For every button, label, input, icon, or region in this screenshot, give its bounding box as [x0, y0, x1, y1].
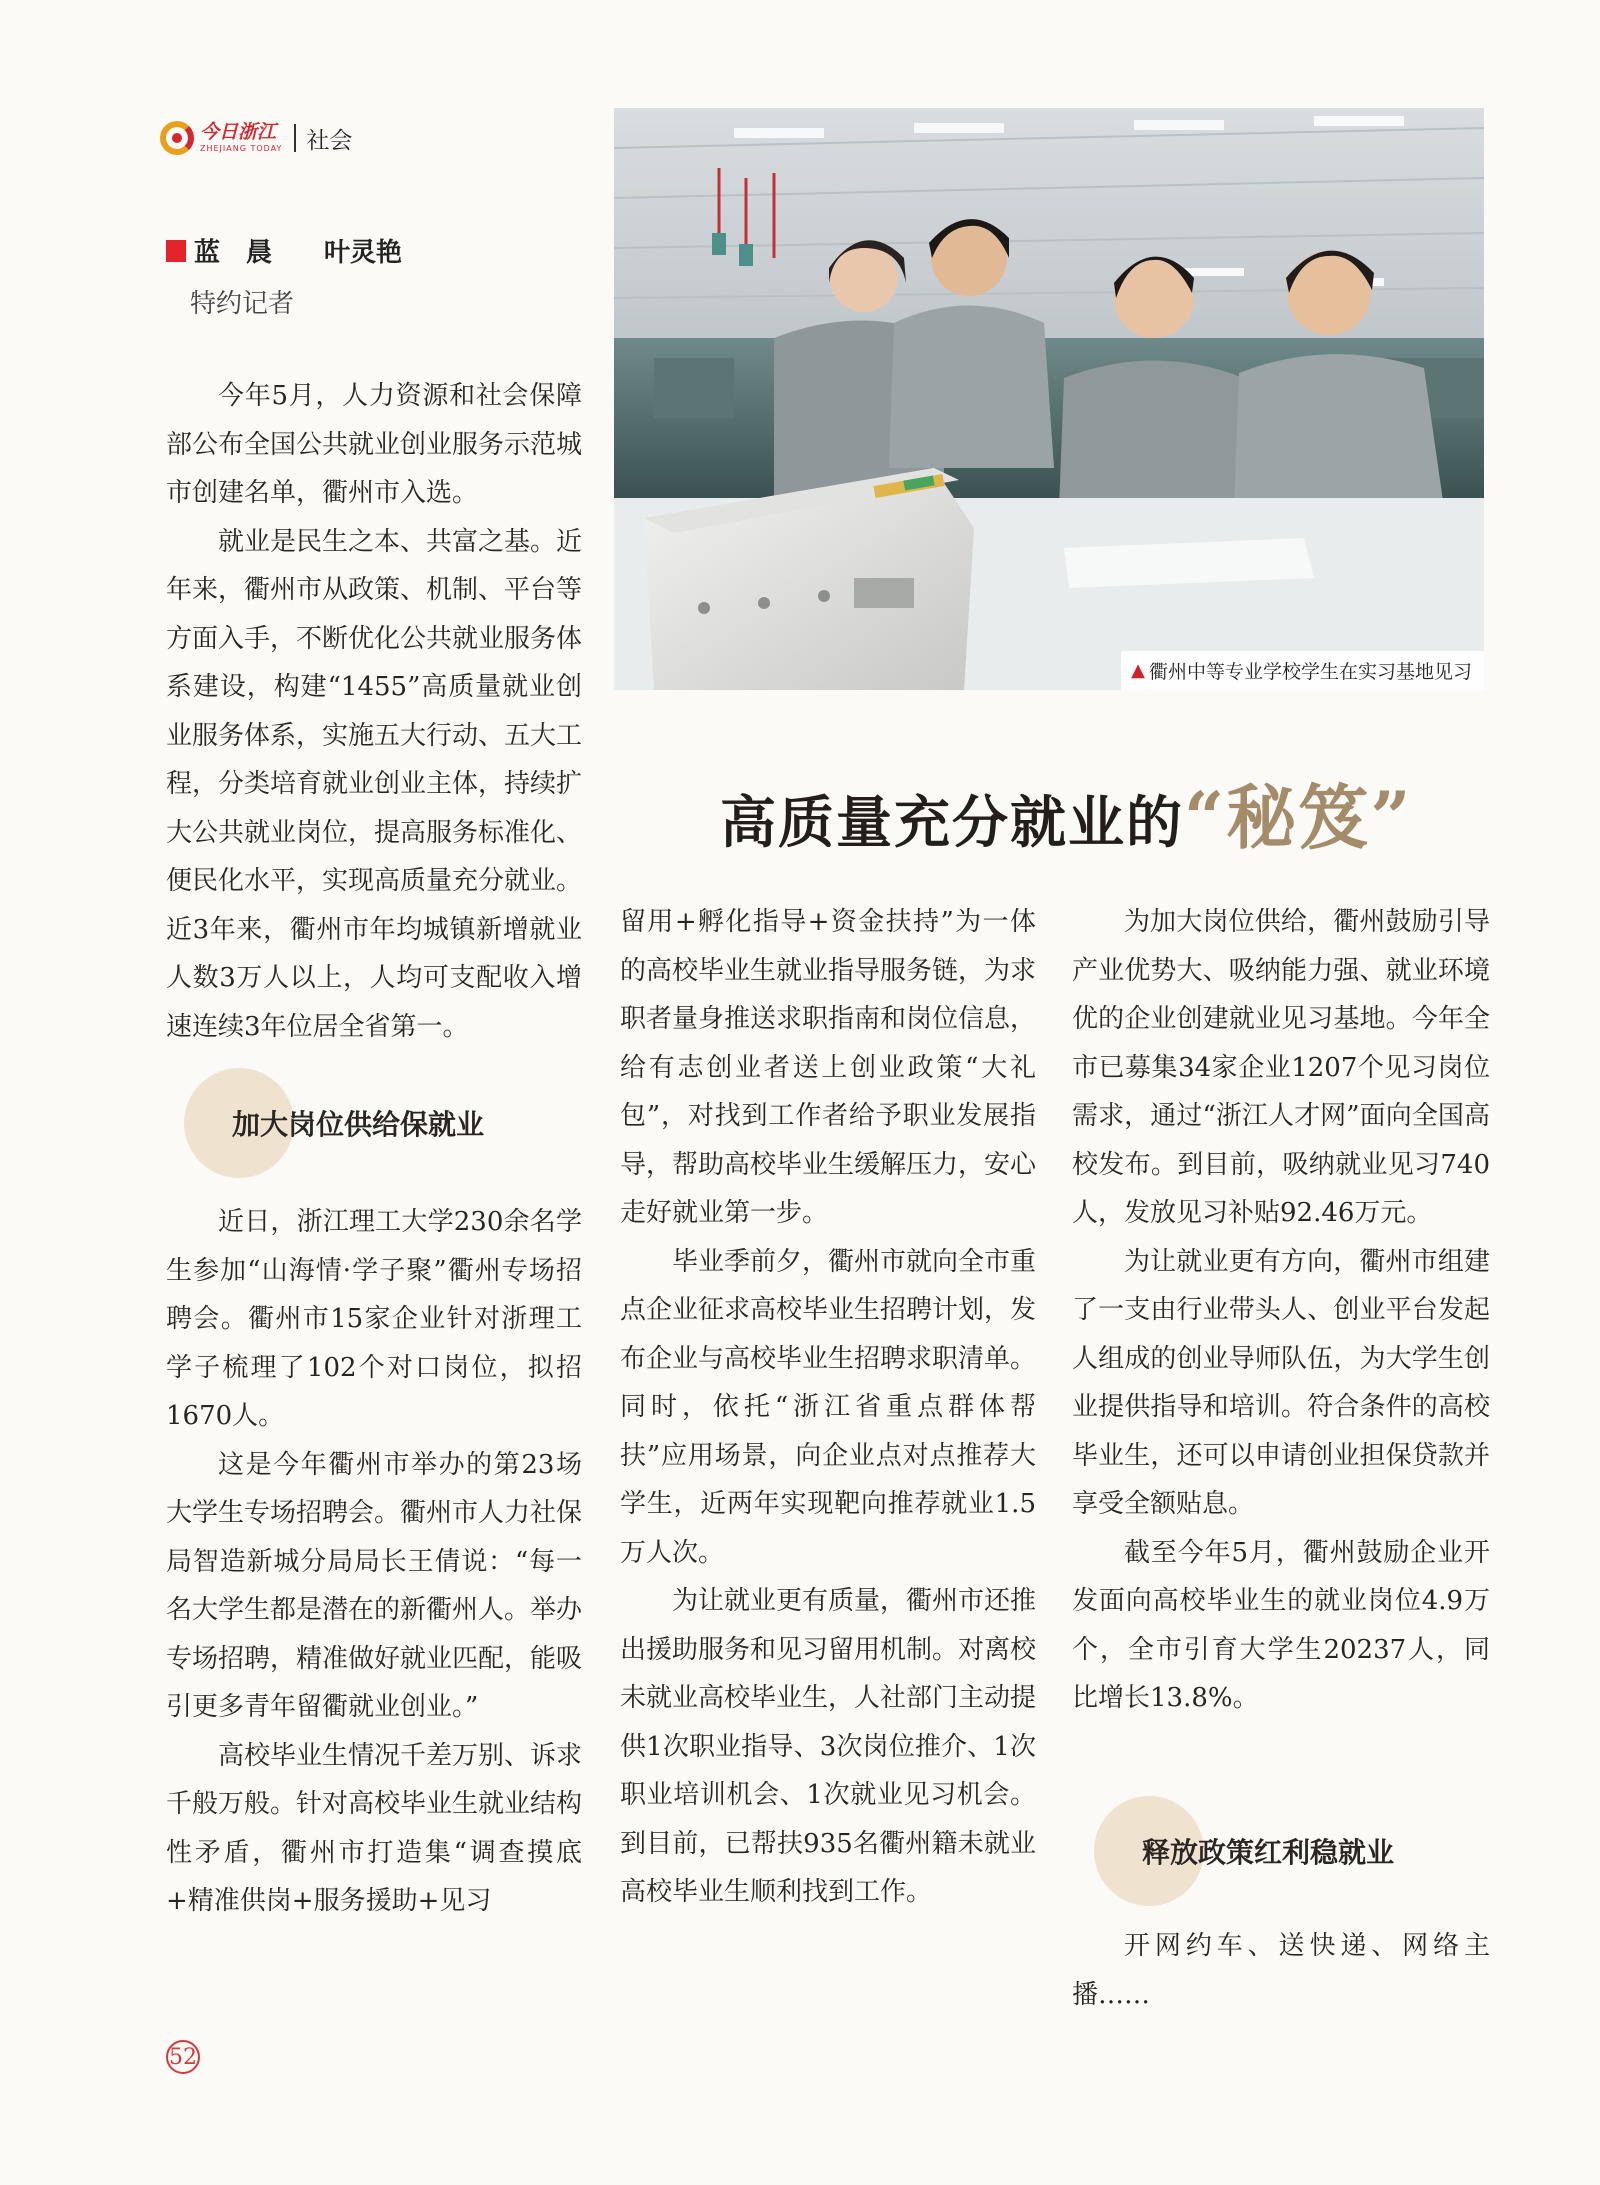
- subheading-2: [1094, 1796, 1394, 1906]
- paragraph: 为加大岗位供给，衢州鼓励引导产业优势大、吸纳能力强、就业环境优的企业创建就业见习基地。今年全市已募集34家企业1207个见习岗位需求，通过“浙江人才网”面向全国高校发布。到目前，吸纳就业见习740人，发放见习补贴92.46万元。: [1072, 907, 1490, 1228]
- paragraph: 就业是民生之本、共富之基。近年来，衢州市从政策、机制、平台等方面入手，不断优化公共就业服务体系建设，构建“1455”高质量就业创业服务体系，实施五大行动、五大工程，分类培育就业创业主体，持续扩大公共就业岗位，提高服务标准化、便民化水平，实现高质量充分就业。近3年来，衢州市年均城镇新增就业人数3万人以上，人均可支配收入增速连续3年位居全省第一。: [166, 526, 583, 1042]
- logo-name: 今日浙江: [200, 121, 277, 143]
- paragraph: 为让就业更有方向，衢州市组建了一支由行业带头人、创业平台发起人组成的创业导师队伍，为大学生创业提供指导和培训。符合条件的高校毕业生，还可以申请创业担保贷款并享受全额贴息。: [1072, 1246, 1490, 1519]
- paragraph: 开网约车、送快递、网络主播……: [1072, 1931, 1490, 2010]
- title-highlight: “秘笈”: [1184, 776, 1413, 859]
- column-3-bottom: [1072, 1922, 1490, 2019]
- logo-english: ZHEJIANG TODAY: [200, 144, 283, 153]
- column-2: [620, 898, 1036, 1917]
- byline-authors: [166, 232, 402, 269]
- magazine-header: [160, 118, 352, 158]
- caption-text: 衢州中等专业学校学生在实习基地见习: [1148, 661, 1472, 683]
- paragraph: 毕业季前夕，衢州市就向全市重点企业征求高校毕业生招聘计划，发布企业与高校毕业生招聘求职清单。同时，依托“浙江省重点群体帮扶”应用场景，向企业点对点推荐大学生，近两年实现靶向推荐就业1.5万人次。: [620, 1246, 1037, 1568]
- paragraph-continued: 留用+孵化指导+资金扶持”为一体的高校毕业生就业指导服务链，为求职者量身推送求职指南和岗位信息，给有志创业者送上创业政策“大礼包”，对找到工作者给予职业发展指导，帮助高校毕业生缓解压力，安心走好就业第一步。: [620, 907, 1037, 1228]
- paragraph: 为让就业更有质量，衢州市还推出援助服务和见习留用机制。对离校未就业高校毕业生，人社部门主动提供1次职业指导、3次岗位推介、1次职业培训机会、1次就业见习机会。到目前，已帮扶935名衢州籍未就业高校毕业生顺利找到工作。: [620, 1586, 1037, 1907]
- paragraph: 今年5月，人力资源和社会保障部公布全国公共就业创业服务示范城市创建名单，衢州市入选。: [166, 381, 583, 508]
- section-label: 社会: [306, 127, 353, 154]
- header-divider: [294, 124, 296, 152]
- triangle-icon: ▲: [1131, 660, 1145, 681]
- column-1-top: [166, 372, 582, 1051]
- byline-role: 特约记者: [190, 289, 295, 319]
- logo-icon: [160, 121, 194, 155]
- subheading-text: 释放政策红利稳就业: [1142, 1836, 1395, 1869]
- red-square-icon: [166, 240, 186, 262]
- column-3-top: [1072, 898, 1490, 1723]
- subheading-1: [184, 1068, 484, 1178]
- article-photo: [614, 108, 1484, 690]
- title-main: 高质量充分就业的: [720, 790, 1184, 856]
- paragraph: 截至今年5月，衢州鼓励企业开发面向高校毕业生的就业岗位4.9万个，全市引育大学生20237人，同比增长13.8%。: [1072, 1537, 1490, 1713]
- paragraph: 这是今年衢州市举办的第23场大学生专场招聘会。衢州市人力社保局智造新城分局局长王倩说：“每一名大学生都是潜在的新衢州人。举办专场招聘，精准做好就业匹配，能吸引更多青年留衢就业创业。”: [166, 1449, 583, 1722]
- photo-caption: [1121, 651, 1484, 690]
- paragraph: 近日，浙江理工大学230余名学生参加“山海情·学子聚”衢州专场招聘会。衢州市15家企业针对浙理工学子梳理了102个对口岗位，拟招1670人。: [166, 1207, 582, 1431]
- author-names: 蓝 晨 叶灵艳: [194, 238, 403, 268]
- paragraph: 高校毕业生情况千差万别、诉求千般万般。针对高校毕业生就业结构性矛盾，衢州市打造集“调查摸底+精准供岗+服务援助+见习: [166, 1740, 583, 1916]
- photo-illustration: [614, 108, 1484, 690]
- subheading-text: 加大岗位供给保就业: [232, 1108, 485, 1141]
- page-number: 52: [166, 2040, 200, 2074]
- article-title: [720, 762, 1413, 863]
- column-1-bottom: [166, 1198, 582, 1926]
- magazine-logo: [200, 123, 282, 153]
